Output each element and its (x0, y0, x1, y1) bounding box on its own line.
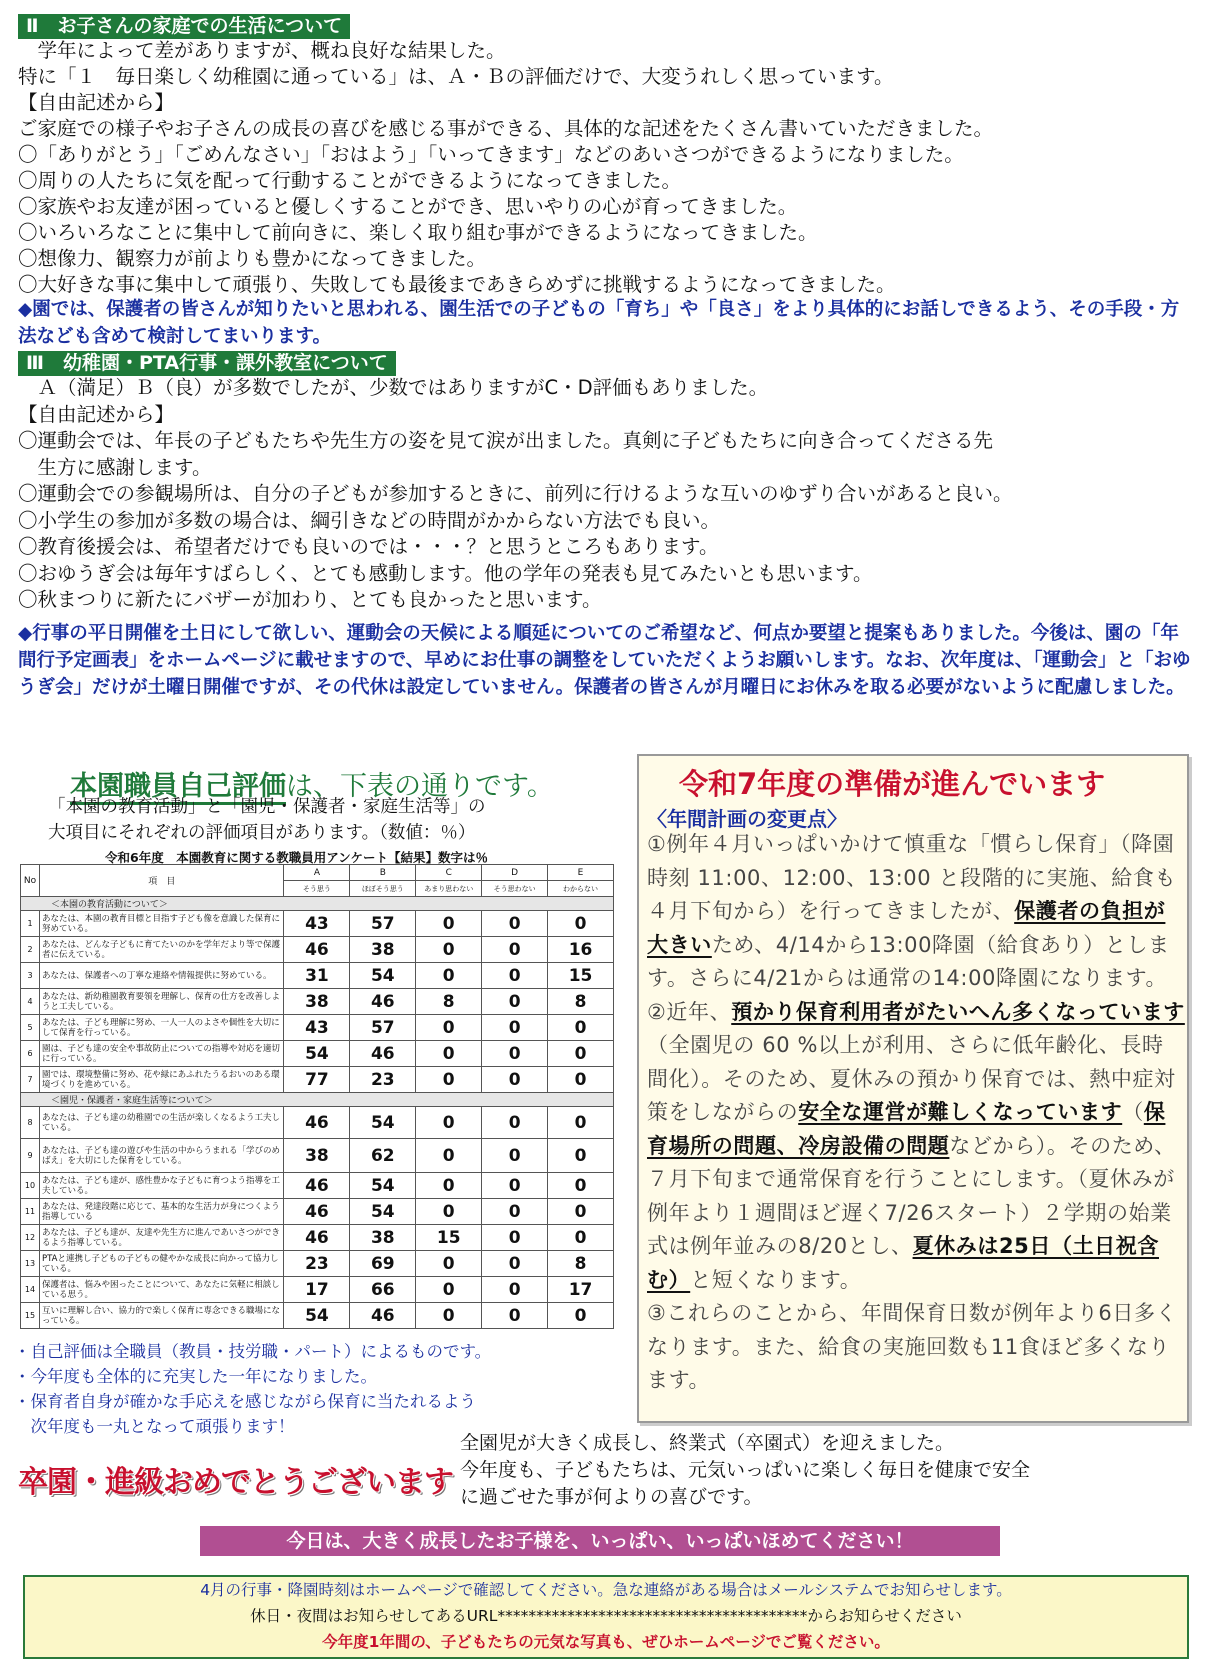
text-line: ご家庭での様子やお子さんの成長の喜びを感じる事ができる、具体的な記述をたくさん書いていただきました。 (18, 117, 994, 140)
row-value-d: 0 (482, 1139, 548, 1173)
text-line: 学年によって差がありますが、概ね良好な結果した。 (18, 39, 506, 62)
row-question: あなたは、保護者への丁寧な連絡や情報提供に努めている。 (39, 963, 283, 989)
row-value-e: 8 (548, 1251, 614, 1277)
prep-subtitle: 〈年間計画の変更点〉 (647, 807, 847, 831)
row-value-e: 17 (548, 1277, 614, 1303)
row-value-c: 0 (416, 1277, 482, 1303)
text-line: 〇教育後援会は、希望者だけでも良いのでは・・・？と思うところもあります。 (18, 535, 719, 558)
row-value-a: 43 (284, 1015, 350, 1041)
col-d-sub: そう思わない (482, 881, 548, 897)
row-value-e: 0 (548, 1173, 614, 1199)
text-line: 特に「１ 毎日楽しく幼稚園に通っている」は、Ａ・Ｂの評価だけで、大変うれしく思っています。 (18, 65, 894, 88)
row-value-c: 0 (416, 1251, 482, 1277)
text-line: 〇想像力、観察力が前よりも豊かになってきました。 (18, 247, 487, 270)
row-value-e: 0 (548, 1225, 614, 1251)
row-number: 14 (21, 1277, 40, 1303)
row-value-b: 23 (350, 1067, 416, 1093)
row-question: あなたは、子ども達が、感性豊かな子どもに育つよう指導を工夫している。 (39, 1173, 283, 1199)
row-value-a: 54 (284, 1303, 350, 1329)
row-value-a: 46 (284, 1173, 350, 1199)
col-d-header: D (482, 865, 548, 881)
row-value-c: 0 (416, 937, 482, 963)
row-value-d: 0 (482, 1277, 548, 1303)
footer-notice (23, 1575, 1189, 1659)
row-number: 12 (21, 1225, 40, 1251)
table-row (21, 1251, 614, 1277)
table-header-row (21, 865, 614, 881)
section3-note: ◆行事の平日開催を土日にして欲しい、運動会の天候による順延についてのご希望など、何点か要望と提案もありました。今後は、園の「年間行予定画表」をホームページに載せますので、早めにお仕事の調整をしていただくようお願いします。なお、次年度は、「運動会」と「おゆうぎ会」だけが土曜日開催ですが、その代休は設定していません。保護者の皆さんが月曜日にお休みを取る必要がないように配慮しました。 (18, 623, 1191, 698)
row-value-a: 43 (284, 911, 350, 937)
row-value-a: 54 (284, 1041, 350, 1067)
row-value-b: 57 (350, 911, 416, 937)
evaluation-bullet: ・今年度も全体的に充実した一年になりました。 (14, 1367, 377, 1386)
row-value-a: 38 (284, 1139, 350, 1173)
text-line: 〇いろいろなことに集中して前向きに、楽しく取り組む事ができるようになってきました。 (18, 221, 818, 244)
row-value-a: 17 (284, 1277, 350, 1303)
row-value-e: 0 (548, 1067, 614, 1093)
row-value-c: 8 (416, 989, 482, 1015)
row-value-d: 0 (482, 989, 548, 1015)
row-value-d: 0 (482, 911, 548, 937)
col-c-sub: あまり思わない (416, 881, 482, 897)
row-value-b: 54 (350, 1173, 416, 1199)
text-line: 〇秋まつりに新たにバザーが加わり、とても良かったと思います。 (18, 588, 602, 611)
row-value-b: 46 (350, 1303, 416, 1329)
table-row (21, 1277, 614, 1303)
row-value-e: 0 (548, 1199, 614, 1225)
footer-line-3: 今年度1年間の、子どもたちの元気な写真も、ぜひホームページでご覧ください。 (322, 1633, 890, 1651)
table-row (21, 989, 614, 1015)
table-row (21, 1225, 614, 1251)
row-value-a: 46 (284, 937, 350, 963)
row-number: 13 (21, 1251, 40, 1277)
row-value-a: 31 (284, 963, 350, 989)
row-number: 3 (21, 963, 40, 989)
section2-note: ◆園では、保護者の皆さんが知りたいと思われる、園生活での子どもの「育ち」や「良さ」をより具体的にお話しできるよう、その手段・方法なども含めて検討してまいります。 (18, 299, 1180, 347)
row-value-c: 0 (416, 1067, 482, 1093)
row-value-d: 0 (482, 937, 548, 963)
table-row (21, 1067, 614, 1093)
text-line: Ａ（満足）Ｂ（良）が多数でしたが、少数ではありますがC・D評価もありました。 (18, 376, 769, 399)
col-a-sub: そう思う (284, 881, 350, 897)
text-line: 〇おゆうぎ会は毎年すばらしく、とても感動します。他の学年の発表も見てみたいとも思います。 (18, 561, 873, 585)
row-value-e: 16 (548, 937, 614, 963)
row-question: あなたは、子ども達の幼稚園での生活が楽しくなるよう工夫している。 (39, 1107, 283, 1139)
row-value-e: 0 (548, 1015, 614, 1041)
prep-p1a: ①例年４月いっぱいかけて慎重な「慣らし保育」（降園時刻 11:00、12:00、13:00 と段階的に実施、給食も４月下旬から）を行ってきましたが、 (647, 832, 1177, 923)
col-no-header: No (21, 865, 40, 897)
text-line: 〇小学生の参加が多数の場合は、綱引きなどの時間がかからない方法でも良い。 (18, 508, 721, 532)
table-row (21, 1041, 614, 1067)
text-line: 〇家族やお友達が困っていると優しくすることができ、思いやりの心が育ってきました。 (18, 195, 798, 218)
closing-line-3: に過ごせた事が何よりの喜びです。 (460, 1486, 763, 1508)
row-value-c: 0 (416, 1015, 482, 1041)
col-e-header: E (548, 865, 614, 881)
row-value-d: 0 (482, 1225, 548, 1251)
row-value-c: 0 (416, 1139, 482, 1173)
table-row (21, 911, 614, 937)
col-a-header: A (284, 865, 350, 881)
row-number: 9 (21, 1139, 40, 1173)
row-value-e: 0 (548, 911, 614, 937)
row-question: あなたは、子ども達が、友達や先生方に進んであいさつができるよう指導している。 (39, 1225, 283, 1251)
row-value-e: 15 (548, 963, 614, 989)
table-row (21, 1303, 614, 1329)
closing-line-2: 今年度も、子どもたちは、元気いっぱいに楽しく毎日を健康で安全 (460, 1459, 1031, 1481)
row-value-c: 0 (416, 1303, 482, 1329)
row-value-e: 0 (548, 1139, 614, 1173)
preparation-box (637, 754, 1189, 1423)
row-value-b: 66 (350, 1277, 416, 1303)
row-value-a: 23 (284, 1251, 350, 1277)
table-row (21, 1015, 614, 1041)
category-label: ＜本園の教育活動について＞ (21, 897, 614, 911)
evaluation-desc-2: 大項目にそれぞれの評価項目があります。（数値：％） (48, 823, 476, 843)
prep-p2e: （ (1122, 1100, 1144, 1124)
row-value-a: 38 (284, 989, 350, 1015)
closing-line-1: 全園児が大きく成長し、終業式（卒園式）を迎えました。 (460, 1432, 955, 1454)
row-value-a: 46 (284, 1199, 350, 1225)
prep-p2h: 夏休みは25日（土日祝含む） (647, 1234, 1159, 1292)
row-question: あなたは、どんな子どもに育てたいのかを学年だより等で保護者に伝えている。 (39, 937, 283, 963)
text-line: 〇運動会では、年長の子どもたちや先生方の姿を見て涙が出ました。真剣に子どもたちに向き合ってくださる先 (18, 429, 994, 452)
prep-p2c: （全園児の 60 %以上が利用、さらに低年齢化、長時間化）。そのため、夏休みの預かり保育では、熱中症対策をしながらの (647, 1033, 1176, 1124)
row-value-c: 15 (416, 1225, 482, 1251)
table-row (21, 1107, 614, 1139)
row-value-d: 0 (482, 963, 548, 989)
prep-title: 令和7年度の準備が進んでいます (679, 767, 1106, 801)
row-number: 4 (21, 989, 40, 1015)
row-value-a: 77 (284, 1067, 350, 1093)
table-category-row (21, 897, 614, 911)
table-row (21, 1139, 614, 1173)
row-value-c: 0 (416, 1107, 482, 1139)
row-number: 7 (21, 1067, 40, 1093)
row-value-e: 0 (548, 1041, 614, 1067)
row-question: 保護者は、悩みや困ったことについて、あなたに気軽に相談している思う。 (39, 1277, 283, 1303)
row-question: あなたは、本園の教育目標と目指す子ども像を意識した保育に努めている。 (39, 911, 283, 937)
col-c-header: C (416, 865, 482, 881)
row-value-d: 0 (482, 1041, 548, 1067)
row-value-d: 0 (482, 1251, 548, 1277)
table-caption: 令和6年度 本園教育に関する教職員用アンケート【結果】数字は％ (105, 850, 488, 865)
row-value-b: 54 (350, 1107, 416, 1139)
congrats-banner: 卒園・進級おめでとうございます (18, 1465, 453, 1500)
evaluation-bullet: ・保育者自身が確かな手応えを感じながら保育に当たれるよう (14, 1392, 476, 1411)
row-number: 1 (21, 911, 40, 937)
row-number: 15 (21, 1303, 40, 1329)
row-value-a: 46 (284, 1225, 350, 1251)
text-line: 〇運動会での参観場所は、自分の子どもが参加するときに、前列に行けるような互いのゆずり合いがあると良い。 (18, 482, 1013, 505)
evaluation-desc-1: 「本園の教育活動」と「園児・保護者・家庭生活等」の (48, 797, 486, 817)
row-question: あなたは、新幼稚園教育要領を理解し、保育の仕方を改善しようと工夫している。 (39, 989, 283, 1015)
col-b-sub: ほぼそう思う (350, 881, 416, 897)
table-row (21, 963, 614, 989)
prep-p1b: 保護者の負担が大きい (647, 899, 1166, 957)
evaluation-table (20, 864, 614, 1329)
row-number: 8 (21, 1107, 40, 1139)
row-value-c: 0 (416, 963, 482, 989)
row-value-b: 62 (350, 1139, 416, 1173)
text-line: 〇「ありがとう」「ごめんなさい」「おはよう」「いってきます」などのあいさつができるようになりました。 (18, 143, 964, 166)
row-value-b: 46 (350, 989, 416, 1015)
table-category-row (21, 1093, 614, 1107)
row-value-c: 0 (416, 1173, 482, 1199)
text-line: 生方に感謝します。 (18, 455, 212, 479)
table-row (21, 937, 614, 963)
evaluation-bullet: ・自己評価は全職員（教員・技労職・パート）によるものです。 (14, 1342, 492, 1361)
row-value-a: 46 (284, 1107, 350, 1139)
evaluation-bullet: 次年度も一丸となって頑張ります！ (14, 1417, 295, 1436)
text-line: 〇周りの人たちに気を配って行動することができるようになってきました。 (18, 169, 682, 192)
row-number: 5 (21, 1015, 40, 1041)
row-value-c: 0 (416, 1199, 482, 1225)
row-number: 11 (21, 1199, 40, 1225)
row-question: 園では、環境整備に努め、花や緑にあふれたうるおいのある環境づくりを進めている。 (39, 1067, 283, 1093)
prep-p2a: ②近年、 (647, 999, 732, 1024)
col-e-sub: わからない (548, 881, 614, 897)
row-value-b: 38 (350, 937, 416, 963)
prep-p2f: 保育場所の問題、冷房設備の問題 (647, 1100, 1166, 1158)
row-value-d: 0 (482, 1199, 548, 1225)
prep-p3: ③これらのことから、年間保育日数が例年より6日多くなります。また、給食の実施回数も11食ほど多くなります。 (647, 1301, 1178, 1392)
row-value-d: 0 (482, 1015, 548, 1041)
evaluation-title: 本園職員自己評価は、下表の通りです。 (70, 764, 554, 803)
prep-body (647, 828, 1185, 1398)
text-line: 〇大好きな事に集中して頑張り、失敗しても最後まであきらめずに挑戦するようになってきました。 (18, 273, 896, 296)
category-label: ＜園児・保護者・家庭生活等について＞ (21, 1093, 614, 1107)
prep-p2g: などから）。そのため、７月下旬まで通常保育を行うことにします。（夏休みが例年より１週間ほど遅く7/26スタート）２学期の始業式は例年並みの8/20とし、 (647, 1133, 1176, 1258)
row-value-b: 54 (350, 1199, 416, 1225)
footer-line-1: 4月の行事・降園時刻はホームページで確認してください。急な連絡がある場合はメールシステムでお知らせします。 (200, 1581, 1012, 1599)
table-row (21, 1173, 614, 1199)
text-line: 【自由記述から】 (18, 402, 175, 426)
section3-heading: Ⅲ 幼稚園・PTA行事・課外教室について (18, 351, 396, 376)
row-question: あなたは、子ども達の遊びや生活の中からうまれる「学びのめばえ」を大切にした保育をしている。 (39, 1139, 283, 1173)
section2-heading: Ⅱ お子さんの家庭での生活について (18, 14, 350, 39)
row-value-d: 0 (482, 1173, 548, 1199)
footer-line-2: 休日・夜間はお知らせしてあるURL****************************************からお知らせください (250, 1607, 962, 1625)
prep-p1c: ため、4/14から13:00降園（給食あり）とします。さらに4/21からは通常の14:00降園になります。 (647, 932, 1170, 990)
row-question: 園は、子ども達の安全や事故防止についての指導や対応を適切に行っている。 (39, 1041, 283, 1067)
praise-banner: 今日は、大きく成長したお子様を、いっぱい、いっぱいほめてください！ (200, 1526, 1000, 1556)
row-question: あなたは、子ども理解に努め、一人一人のよさや個性を大切にして保育を行っている。 (39, 1015, 283, 1041)
row-number: 6 (21, 1041, 40, 1067)
row-value-b: 38 (350, 1225, 416, 1251)
row-value-b: 54 (350, 963, 416, 989)
row-value-b: 69 (350, 1251, 416, 1277)
row-value-b: 57 (350, 1015, 416, 1041)
row-question: 互いに理解し合い、協力的で楽しく保育に専念できる職場になっている。 (39, 1303, 283, 1329)
col-item-header: 項 目 (39, 865, 283, 897)
row-question: PTAと連携し子どもの子どもの健やかな成長に向かって協力している。 (39, 1251, 283, 1277)
table-row (21, 1199, 614, 1225)
text-line: 【自由記述から】 (18, 91, 175, 114)
row-value-d: 0 (482, 1107, 548, 1139)
row-value-b: 46 (350, 1041, 416, 1067)
row-value-e: 0 (548, 1107, 614, 1139)
row-value-c: 0 (416, 911, 482, 937)
row-number: 2 (21, 937, 40, 963)
row-value-d: 0 (482, 1067, 548, 1093)
row-value-e: 8 (548, 989, 614, 1015)
prep-p2d: 安全な運営が難しくなっています (798, 1100, 1123, 1124)
prep-p2i: と短くなります。 (690, 1267, 862, 1292)
prep-p2b: 預かり保育利用者がたいへん多くなっています (731, 999, 1185, 1024)
row-value-e: 0 (548, 1303, 614, 1329)
row-question: あなたは、発達段階に応じて、基本的な生活力が身につくよう指導している (39, 1199, 283, 1225)
row-value-c: 0 (416, 1041, 482, 1067)
row-value-d: 0 (482, 1303, 548, 1329)
row-number: 10 (21, 1173, 40, 1199)
col-b-header: B (350, 865, 416, 881)
